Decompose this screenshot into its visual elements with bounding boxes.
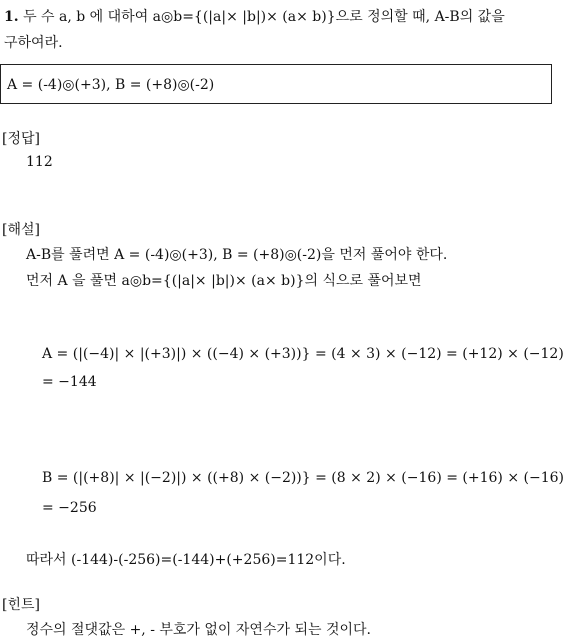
explanation-line-1: A-B를 풀려면 A = (-4)◎(+3), B = (+8)◎(-2)을 먼저 풀어야 한다. <box>26 247 448 263</box>
question-text-line-2: 구하여라. <box>4 35 63 51</box>
calc-b-line-2: = −256 <box>42 500 97 516</box>
given-box <box>0 64 552 104</box>
answer-value: 112 <box>26 154 53 170</box>
hint-text: 정수의 절댓값은 +, - 부호가 없이 자연수가 되는 것이다. <box>26 622 371 638</box>
calc-b-line-1: B = (|(+8)| × |(−2)|) × ((+8) × (−2))} = (8 × 2) × (−16) = (+16) × (−16) <box>42 470 564 486</box>
answer-label: [정답] <box>2 131 40 147</box>
explanation-conclusion: 따라서 (-144)-(-256)=(-144)+(+256)=112이다. <box>26 552 346 568</box>
calc-a-line-2: = −144 <box>42 374 97 390</box>
question-text-line-1: 두 수 a, b 에 대하여 a◎b={(|a|× |b|)× (a× b)}으로 정의할 때, A-B의 값을 <box>23 9 505 25</box>
explanation-line-2: 먼저 A 을 풀면 a◎b={(|a|× |b|)× (a× b)}의 식으로 풀어보면 <box>26 273 422 289</box>
question-line-1 <box>4 6 505 26</box>
hint-label: [힌트] <box>2 597 40 613</box>
calc-a-line-1: A = (|(−4)| × |(+3)|) × ((−4) × (+3))} = (4 × 3) × (−12) = (+12) × (−12) <box>42 346 564 362</box>
question-number: 1. <box>4 9 19 25</box>
given-box-text: A = (-4)◎(+3), B = (+8)◎(-2) <box>7 77 215 93</box>
explanation-label: [해설] <box>2 222 40 238</box>
